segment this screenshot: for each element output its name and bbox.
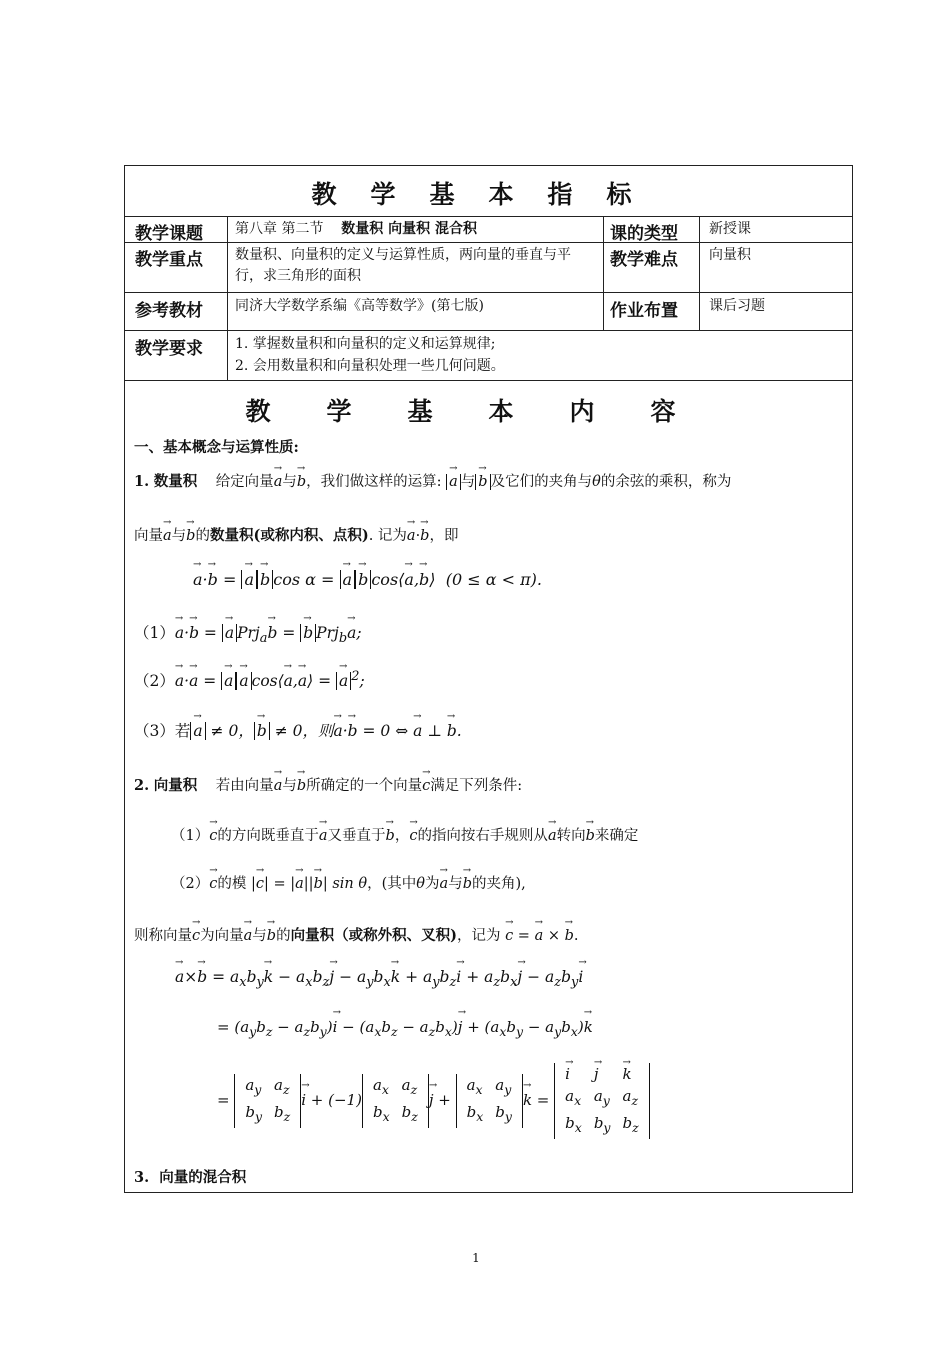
type-label: 课的类型 [610,224,678,244]
difficulty-label: 教学难点 [610,250,678,270]
requirement-line-2: 2. 会用数量积和向量积处理一些几何问题。 [235,358,505,374]
cross-product-intro: 2. 向量积 若由向量→ a与→ b所确定的一个向量→ c满足下列条件: [134,774,522,795]
requirement-label: 教学要求 [135,339,203,359]
lesson-plan-table [124,165,853,1193]
reference-value: 同济大学数学系编《高等数学》(第七版) [235,298,484,314]
requirement-line-1: 1. 掌握数量积和向量积的定义和运算规律; [235,336,496,352]
header-title: 教学基本指标 [311,180,666,209]
dot-product-name-line: 向量→ a与→ b的数量积(或称内积、点积). 记为→ a·→ b，即 [134,524,458,545]
cross-condition-2: （2）→ c的模 |→ c| = |→ a||→ b| sin θ，(其中θ为→ a与→ b的夹角), [171,872,526,893]
type-value: 新授课 [709,221,751,237]
property-2: （2）→ a·→ a = → a→ a cos⟨→ a,→ a⟩ = → a $^2$; [134,669,365,691]
mixed-product-heading: 3. 向量的混合积 [134,1169,247,1186]
property-1: （1）→ a·→ b = → a Prj$_a$→ b = → b Prj$_b$→ a; [134,621,362,646]
cross-condition-1: （1）→ c的方向既垂直于→ a又垂直于→ b，→ c的指向按右手规则从→ a转向→ b来确定 [171,824,638,845]
row-divider [125,216,852,217]
row-divider [125,242,852,243]
dot-product-definition-line: 1. 数量积 给定向量→ a与→ b，我们做这样的运算: → a 与→ b 及它们的夹角与θ的余弦的乘积，称为 [134,470,731,491]
topic-label: 教学课题 [135,224,203,244]
section-heading: 一、基本概念与运算性质: [134,439,299,456]
topic-value: 第八章 第二节 数量积 向量积 混合积 [235,221,478,237]
cross-product-conclusion: 则称向量→ c为向量→ a与→ b的向量积（或称外积、叉积)，记为 → c = → a × → b. [134,924,579,945]
reference-label: 参考教材 [135,301,203,321]
row-divider [125,330,852,331]
property-3: （3）若→ a ≠ 0，→ b ≠ 0，则→ a·→ b = 0 ⇔ → a ⊥ → b. [134,719,462,741]
key-label: 教学重点 [135,250,203,270]
row-divider [125,380,852,381]
content-title: 教学基本内容 [245,397,732,426]
col-divider [227,216,228,380]
key-value: 数量积、向量积的定义与运算性质，两向量的垂直与平行，求三角形的面积 [235,247,571,284]
row-divider [125,292,852,293]
cross-determinant: = $a_y$ $a_z$ $b_y$ $b_z$ → i + (−1) $a_x$ $a_z$ $b_x$ $b_z$ → j + $a_x$ $a_y$ $b_x$ $b_y$ → k = → i → j → k $a_x$ $a_y$ $a_z$ $b_x$ $b_y$ $b_z$ [217,1063,650,1139]
cross-expansion-2: = $(a_yb_z - a_zb_y)\to i - (a_xb_z - a_zb_x)\to j + (a_xb_y - a_yb_x)\to k$ [217,1018,593,1039]
page-number: 1 [472,1251,480,1265]
dot-product-formula: → a·→ b = → a→ b cos α = → a→ b cos⟨→ a,→ b⟩ (0 ≤ α < π). [193,570,542,589]
col-divider [603,216,604,330]
homework-label: 作业布置 [610,301,678,321]
difficulty-value: 向量积 [709,247,751,263]
homework-value: 课后习题 [709,298,765,314]
cross-expansion-1: → $a\times\to b = a_xb_y\to k - a_xb_z\to j - a_yb_x\to k + a_yb_z\to i + a_zb_x\to j - a_zb_y\to i$ [175,968,583,990]
col-divider [699,216,700,330]
